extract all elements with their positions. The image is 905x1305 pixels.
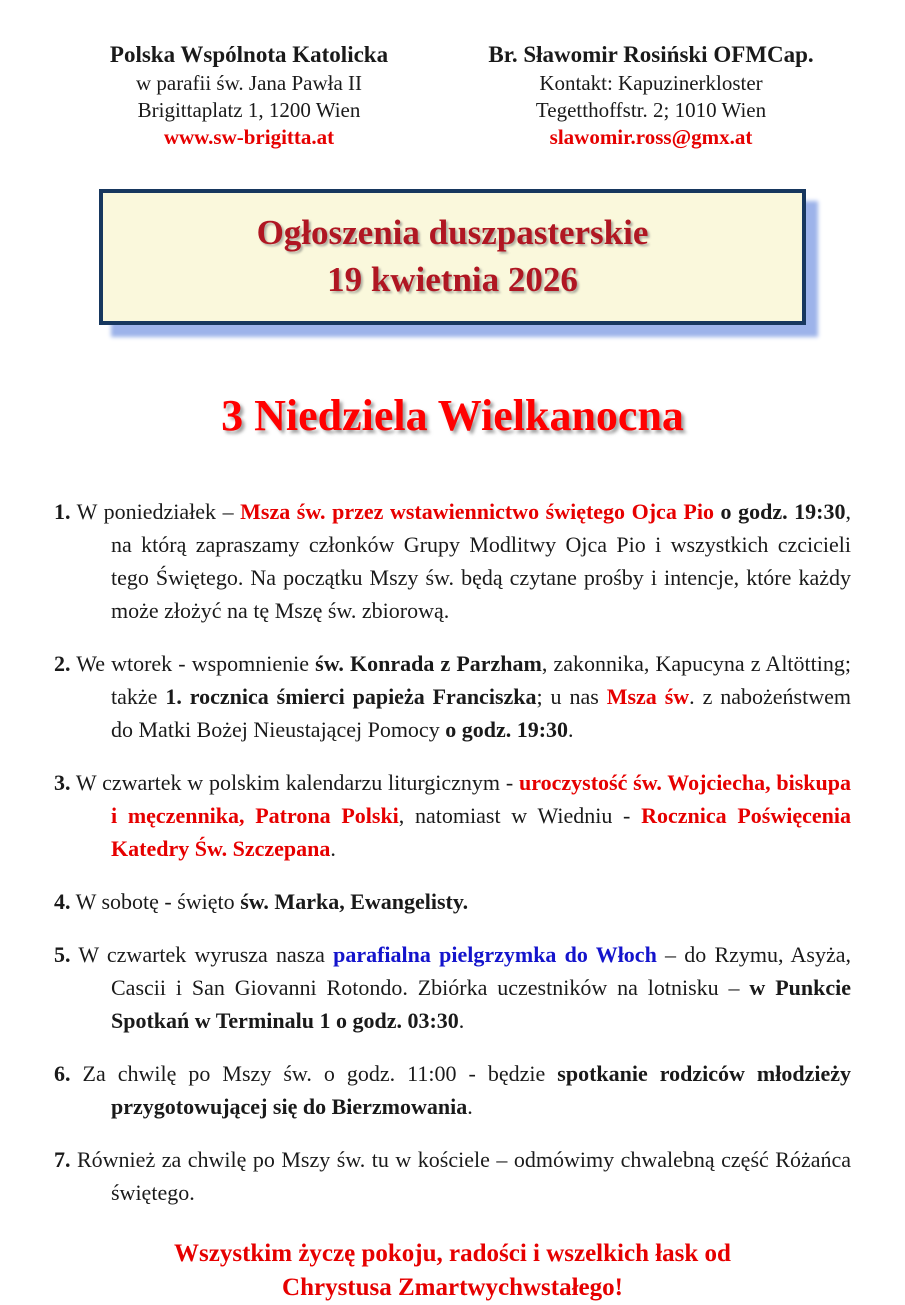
text-segment: We wtorek - wspomnienie [70,651,316,676]
text-segment: , natomiast w Wiedniu - [398,803,642,828]
text-segment: św. Marka, Ewangelisty. [240,889,469,914]
text-segment: . z nabożeństwem do Matki Bożej Nieustającej Pomocy [111,684,851,742]
announcement-number: 4. [54,889,71,914]
text-segment: spotkanie rodziców młodzieży przygotowującej się do Bierzmowania [111,1061,852,1119]
text-segment [714,499,721,524]
contact-name: Br. Sławomir Rosiński OFMCap. [488,42,814,67]
text-segment: – do Rzymu, Asyża, Cascii i San Giovanni Rotondo. Zbiórka uczestników na lotnisku – [111,942,851,1000]
text-segment: W poniedziałek – [70,499,241,524]
announcements-title: Ogłoszenia duszpasterskie [256,213,649,252]
parish-website-link[interactable]: www.sw-brigitta.at [163,125,335,149]
sunday-title: 3 Niedziela Wielkanocna [221,391,684,440]
parish-line1: w parafii św. Jana Pawła II [135,71,363,95]
document-header [54,40,851,151]
text-segment: ; u nas [536,684,607,709]
parish-line2: Brigittaplatz 1, 1200 Wien [137,98,361,122]
announcements-date: 19 kwietnia 2026 [327,260,578,299]
contact-line1: Kontakt: Kapuzinerkloster [539,71,763,95]
announcement-item-5 [54,938,851,1037]
text-segment: . [467,1094,473,1119]
announcement-item-7 [54,1143,851,1209]
text-segment: Rocznica Poświęcenia Katedry Św. Szczepana [111,803,851,861]
parish-info [54,40,444,151]
announcement-item-6 [54,1057,851,1123]
contact-info [451,40,851,151]
announcement-number: 3. [54,770,71,795]
text-segment: . [568,717,574,742]
text-segment: św. Konrada z Parzham [315,651,542,676]
text-segment: W czwartek w polskim kalendarzu liturgicznym - [70,770,519,795]
text-segment: . [458,1008,465,1033]
announcement-item-3 [54,766,851,865]
text-segment: w Punkcie Spotkań w Terminalu 1 o godz. 03:30 [111,975,851,1033]
text-segment: . [330,836,336,861]
contact-email-link[interactable]: slawomir.ross@gmx.at [549,125,753,149]
text-segment: Msza św. przez wstawiennictwo świętego Ojca Pio [240,499,714,524]
announcement-number: 1. [54,499,71,524]
closing-blessing: Wszystkim życzę pokoju, radości i wszelkich łask od Chrystusa Zmartwychwstałego! [174,1240,731,1301]
announcement-number: 2. [54,651,71,676]
text-segment: Również za chwilę po Mszy św. tu w kościele – odmówimy chwalebną część Różańca świętego. [70,1147,851,1205]
text-segment: , zakonnika, Kapucyna z Altötting; także [111,651,851,709]
text-segment: uroczystość św. Wojciecha, biskupa i męczennika, Patrona Polski [111,770,851,828]
announcement-item-2 [54,647,851,746]
text-segment: Za chwilę po Mszy św. o godz. 11:00 - będzie [70,1061,558,1086]
announcement-number: 5. [54,942,71,967]
contact-line2: Tegetthoffstr. 2; 1010 Wien [535,98,767,122]
announcement-number: 6. [54,1061,71,1086]
text-segment: o godz. 19:30 [445,717,569,742]
text-segment: 1. rocznica śmierci papieża Franciszka [165,684,537,709]
announcement-item-1 [54,495,851,627]
text-segment: o godz. 19:30 [720,499,846,524]
text-segment: W sobotę - święto [70,889,241,914]
announcement-number: 7. [54,1147,71,1172]
text-segment: , na którą zapraszamy członków Grupy Modlitwy Ojca Pio i wszystkich czcicieli tego Świętego. Na początku Mszy św. będą czytane prośby i intencje, które każdy może złożyć na tę Mszę św. zbiorową. [111,499,851,623]
announcement-item-4 [54,885,851,918]
announcements-title-box [99,189,806,325]
text-segment: Msza św [606,684,690,709]
announcements-list [54,495,851,1209]
text-segment: parafialna pielgrzymka do Włoch [333,942,657,967]
parish-name: Polska Wspólnota Katolicka [109,42,389,67]
text-segment: W czwartek wyrusza nasza [70,942,334,967]
